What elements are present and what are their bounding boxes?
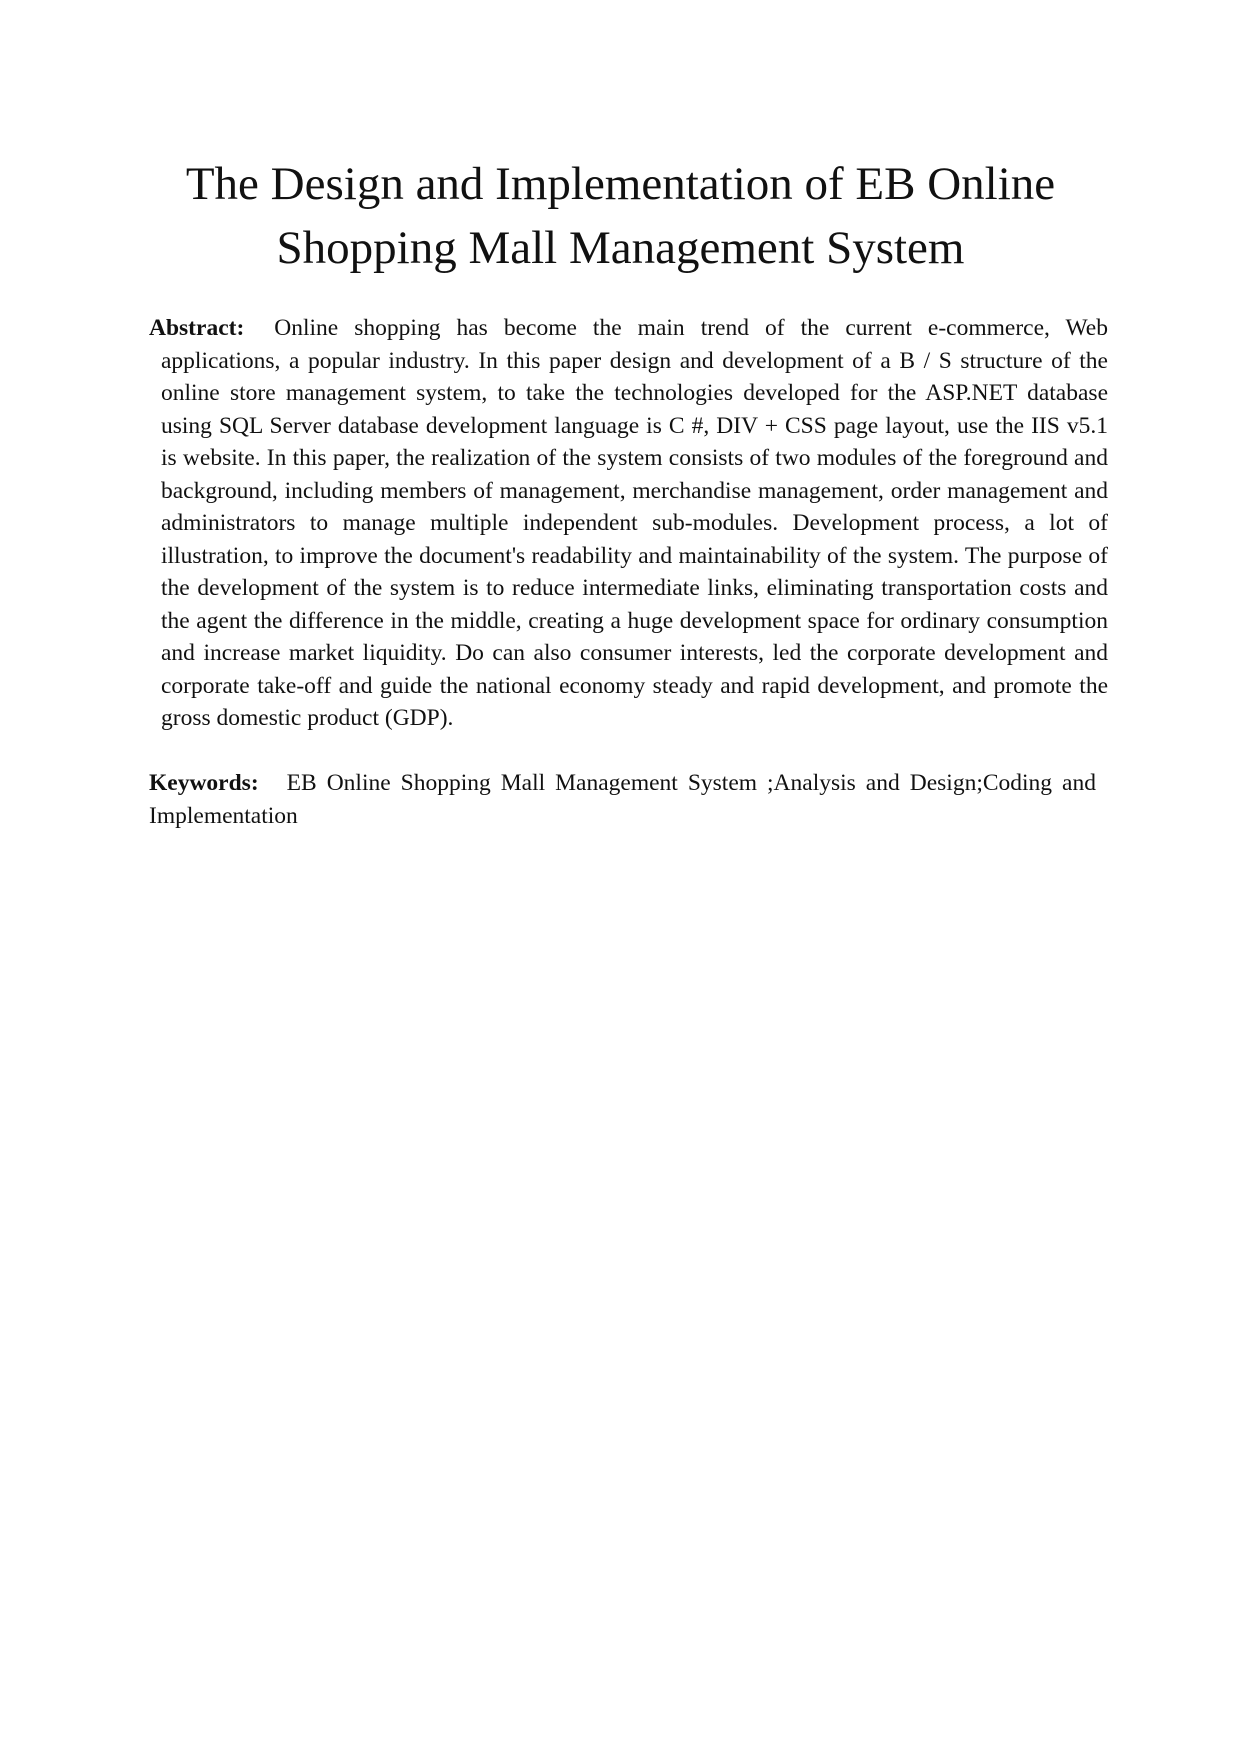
paper-title xyxy=(140,152,1101,280)
abstract-paragraph xyxy=(149,312,1108,735)
keywords-paragraph xyxy=(149,767,1096,832)
paper-title-line-1: The Design and Implementation of EB Online xyxy=(185,158,1056,210)
abstract-text: Online shopping has become the main trend of the current e-commerce, Web applications, a popular industry. In this paper design and development of a B / S structure of the online store management system, to take the technologies developed for the ASP.NET database using SQL Server database development language is C #, DIV + CSS page layout, use the IIS v5.1 is website. In this paper, the realization of the system consists of two modules of the foreground and background, including members of management, merchandise management, order management and administrators to manage multiple independent sub-modules. Development process, a lot of illustration, to improve the document's readability and maintainability of the system. The purpose of the development of the system is to reduce intermediate links, eliminating transportation costs and the agent the difference in the middle, creating a huge development space for ordinary consumption and increase market liquidity. Do can also consumer interests, led the corporate development and corporate take-off and guide the national economy steady and rapid development, and promote the gross domestic product (GDP). xyxy=(161,315,1108,731)
keywords-label: Keywords: xyxy=(149,770,259,796)
keywords-text: EB Online Shopping Mall Management System ;Analysis and Design;Coding and Implementation xyxy=(149,770,1096,829)
abstract-label: Abstract: xyxy=(149,315,245,341)
paper-title-line-2: Shopping Mall Management System xyxy=(276,222,965,274)
